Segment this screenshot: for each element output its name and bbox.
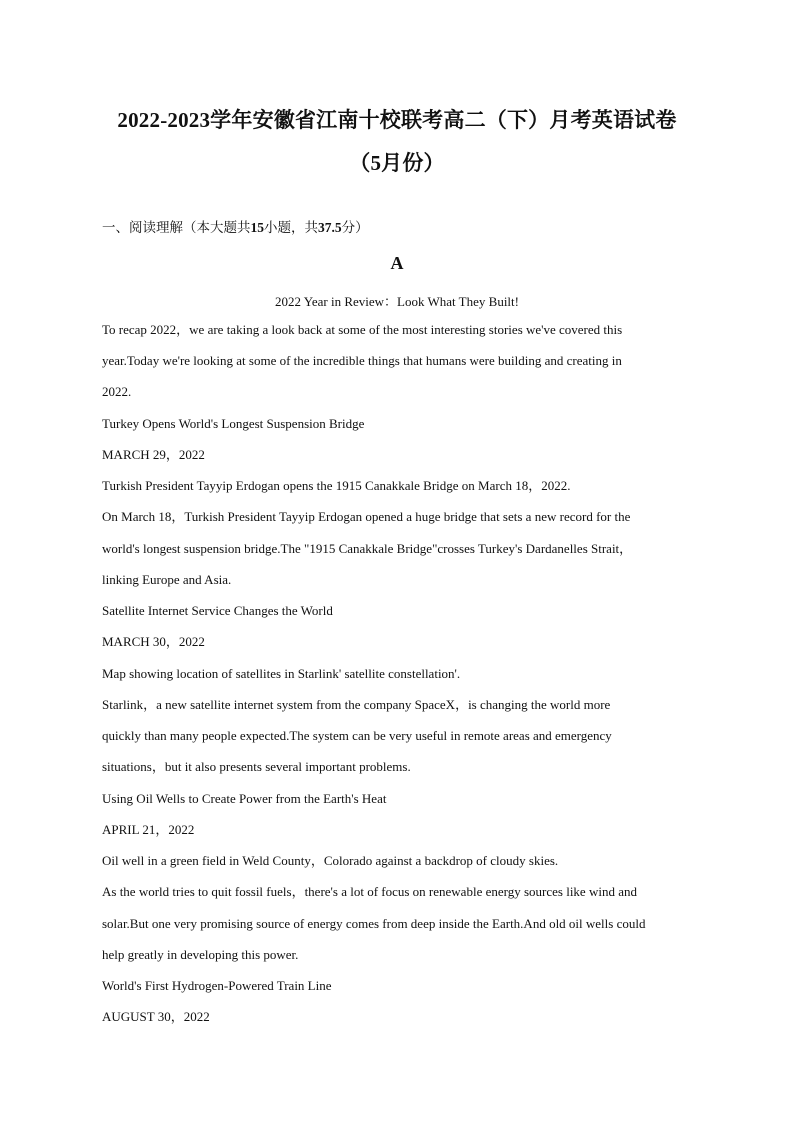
exam-title: 2022-2023学年安徽省江南十校联考高二（下）月考英语试卷 [117,108,677,132]
passage-line: solar.But one very promising source of energy comes from deep inside the Earth.And old oil wells could [102,916,646,931]
section-heading-mid: 小题，共 [264,220,318,235]
passage-line: Oil well in a green field in Weld County，Colorado against a backdrop of cloudy skies. [102,853,559,868]
article-heading: Satellite Internet Service Changes the World [102,603,333,618]
article-date: MARCH 30，2022 [102,634,205,649]
passage-letter: A [390,253,404,273]
article-heading: Using Oil Wells to Create Power from the Earth's Heat [102,791,387,806]
article-date: APRIL 21，2022 [102,822,195,837]
passage-line: Starlink，a new satellite internet system from the company SpaceX，is changing the world more [102,697,611,712]
passage-line: situations，but it also presents several important problems. [102,759,411,774]
section-heading [102,216,369,236]
passage-line: Turkish President Tayyip Erdogan opens the 1915 Canakkale Bridge on March 18，2022. [102,478,571,493]
section-heading-prefix: 一、阅读理解（本大题共 [102,220,251,235]
passage-line: year.Today we're looking at some of the incredible things that humans were building and creating in [102,353,622,368]
section-heading-suffix: 分） [341,220,369,235]
passage-line: help greatly in developing this power. [102,947,299,962]
passage-line: quickly than many people expected.The system can be very useful in remote areas and emergency [102,728,612,743]
passage-line: linking Europe and Asia. [102,572,232,587]
section-total-score: 37.5 [318,220,342,235]
passage-line: world's longest suspension bridge.The "1915 Canakkale Bridge"crosses Turkey's Dardanelles Strait， [102,541,633,556]
article-date: MARCH 29，2022 [102,447,205,462]
section-question-count: 15 [250,220,264,235]
article-date: AUGUST 30，2022 [102,1009,210,1024]
article-heading: World's First Hydrogen-Powered Train Line [102,978,332,993]
article-heading: Turkey Opens World's Longest Suspension Bridge [102,416,365,431]
passage-line: To recap 2022，we are taking a look back at some of the most interesting stories we've covered this [102,322,623,337]
passage-subtitle: 2022 Year in Review：Look What They Built! [275,294,519,309]
passage-line: As the world tries to quit fossil fuels，there's a lot of focus on renewable energy sources like wind and [102,884,637,899]
passage-line: 2022. [102,384,132,399]
exam-subtitle: （5月份） [349,151,445,175]
passage-line: On March 18，Turkish President Tayyip Erdogan opened a huge bridge that sets a new record for the [102,509,631,524]
passage-line: Map showing location of satellites in Starlink' satellite constellation'. [102,666,461,681]
